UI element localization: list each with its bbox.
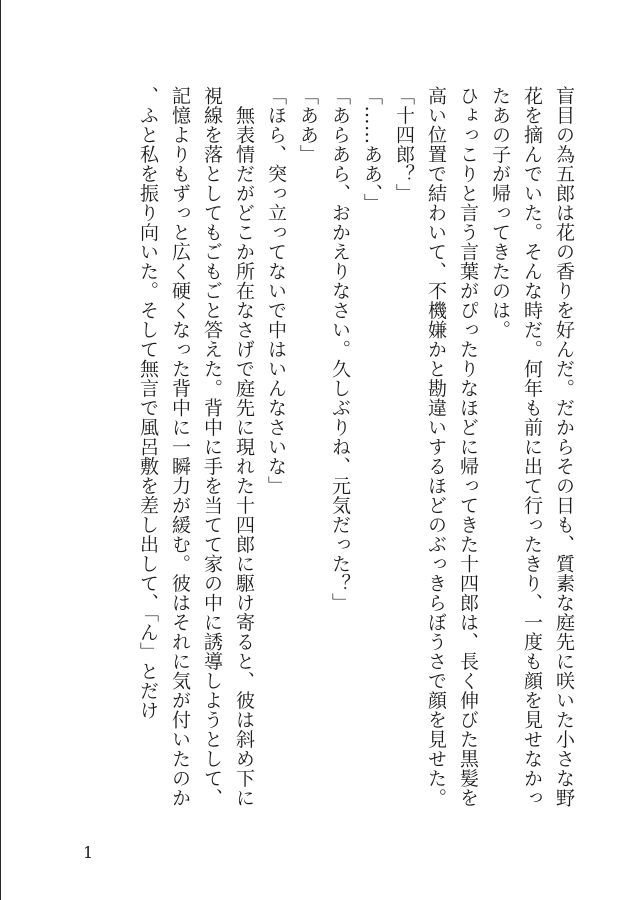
paragraph: ひょっこりと言う言葉がぴったりなほどに帰ってきた十四郎は、長く伸びた黒髪を高い位置で結わいて、不機嫌かと勘違いするほどのぶっきらぼうさで顔を見せた。 — [425, 86, 479, 808]
vertical-text-body — [70, 86, 580, 826]
dialogue-line: 「十四郎？」 — [393, 86, 415, 203]
page-number: 1 — [83, 843, 94, 862]
paragraph: 盲目の為五郎は花の香りを好んだ。だからその日も、質素な庭先に咲いた小さな野花を摘んでいた。そんな時だ。何年も前に出て行ったきり、一度も顔を見せなかったあの子が帰ってきたのは。 — [489, 86, 575, 808]
dialogue-line: 「ほら、突っ立ってないで中はいんなさいな」 — [265, 86, 287, 496]
dialogue-line: 「あらあら、おかえりなさい。久しぶりね、元気だった？」 — [329, 86, 351, 613]
dialogue-line: 「……ああ、」 — [361, 86, 383, 213]
paragraph: 無表情だがどこか所在なさげで庭先に現れた十四郎に駆け寄ると、彼は斜め下に視線を落としてもごもごと答えた。背中に手を当てて家の中に誘導しようとして、記憶よりもずっと広く硬くなった背中に一瞬力が緩む。彼はそれに気が付いたのか、ふと私を振り向いた。そして無言で風呂敷を差し出して、「ん」とだけ — [137, 86, 255, 808]
dialogue-line: 「ああ」 — [297, 86, 319, 164]
